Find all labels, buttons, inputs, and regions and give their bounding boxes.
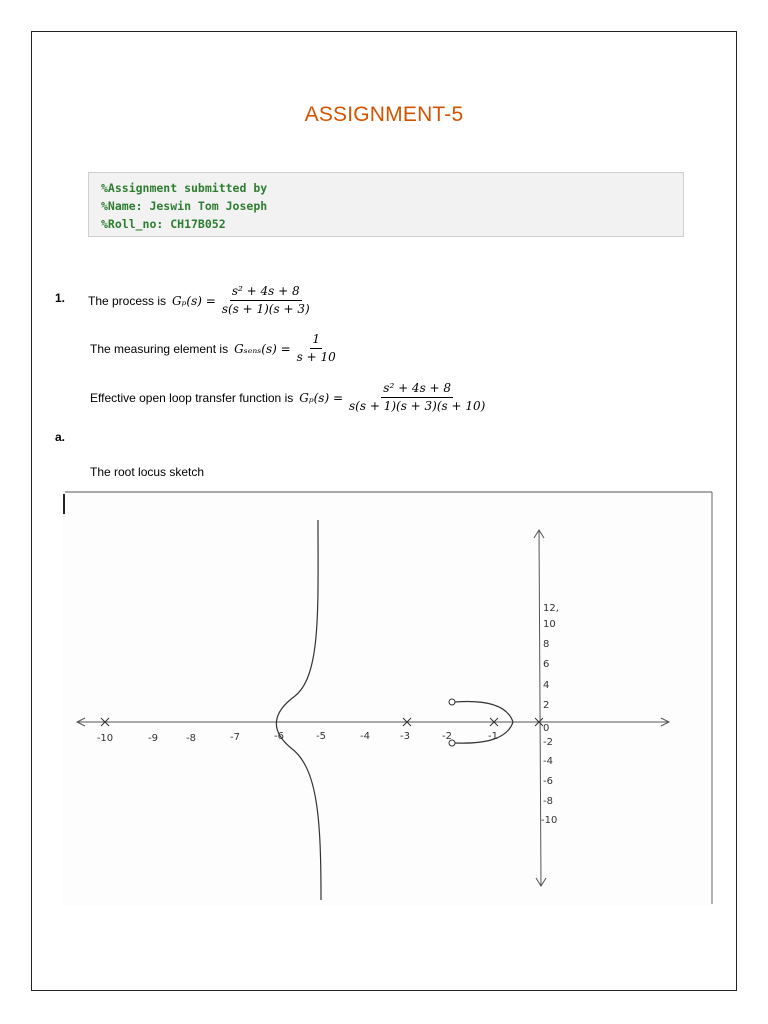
effective-lhs: Gₚ(s) = — [299, 390, 344, 405]
x-tick-label: -2 — [442, 731, 452, 742]
x-tick-label: -8 — [186, 733, 196, 744]
x-tick-label: -6 — [274, 731, 284, 742]
y-tick-label: -2 — [543, 737, 553, 748]
y-tick-label: -6 — [543, 776, 553, 787]
process-denominator: s(s + 1)(s + 3) — [221, 302, 310, 316]
y-tick-label: 12, — [543, 603, 559, 614]
code-line-roll-no: %Roll_no: CH17B052 — [101, 217, 226, 231]
code-cell — [88, 172, 684, 237]
y-tick-label: 6 — [543, 659, 550, 670]
y-tick-label: 10 — [543, 619, 556, 630]
measuring-denominator: s + 10 — [296, 350, 336, 364]
measuring-fraction — [295, 332, 338, 365]
process-equation — [88, 284, 312, 317]
effective-numerator: s² + 4s + 8 — [381, 381, 453, 398]
part-label: a. — [55, 430, 66, 444]
code-line-submitted-by: %Assignment submitted by — [101, 181, 268, 195]
question-number: 1. — [55, 291, 66, 305]
code-line-name: %Name: Jeswin Tom Joseph — [101, 199, 268, 213]
x-tick-label: -9 — [148, 733, 158, 744]
effective-fraction — [347, 381, 487, 414]
y-tick-label: 4 — [543, 680, 550, 691]
x-tick-label: -4 — [360, 731, 370, 742]
y-tick-label: -4 — [543, 756, 553, 767]
root-locus-sketch — [63, 490, 714, 906]
measuring-label: The measuring element is — [90, 341, 229, 356]
y-tick-label: -10 — [541, 815, 558, 826]
sketch-paper — [63, 490, 714, 906]
measuring-equation — [90, 332, 338, 365]
measuring-lhs: Gₛₑₙₛ(s) = — [234, 341, 291, 356]
x-tick-label: -10 — [96, 733, 114, 744]
process-lhs: Gₚ(s) = — [172, 293, 216, 308]
sketch-caption: The root locus sketch — [90, 465, 205, 479]
assignment-title: ASSIGNMENT-5 — [304, 103, 464, 126]
effective-denominator: s(s + 1)(s + 3)(s + 10) — [349, 399, 486, 413]
effective-equation — [90, 381, 487, 414]
root-locus-svg — [63, 490, 714, 906]
y-tick-label: 2 — [543, 700, 550, 711]
process-label: The process is — [88, 293, 167, 308]
measuring-numerator: 1 — [310, 332, 322, 349]
x-tick-label: -3 — [400, 731, 410, 742]
y-tick-label: 0 — [543, 723, 550, 734]
process-fraction — [220, 284, 312, 317]
x-tick-label: -5 — [316, 731, 326, 742]
effective-label: Effective open loop transfer function is — [90, 390, 294, 405]
y-tick-label: 8 — [543, 639, 550, 650]
x-tick-label: -7 — [230, 732, 240, 743]
process-numerator: s² + 4s + 8 — [230, 284, 302, 301]
x-tick-label: -1 — [488, 731, 498, 742]
y-tick-label: -8 — [543, 796, 553, 807]
